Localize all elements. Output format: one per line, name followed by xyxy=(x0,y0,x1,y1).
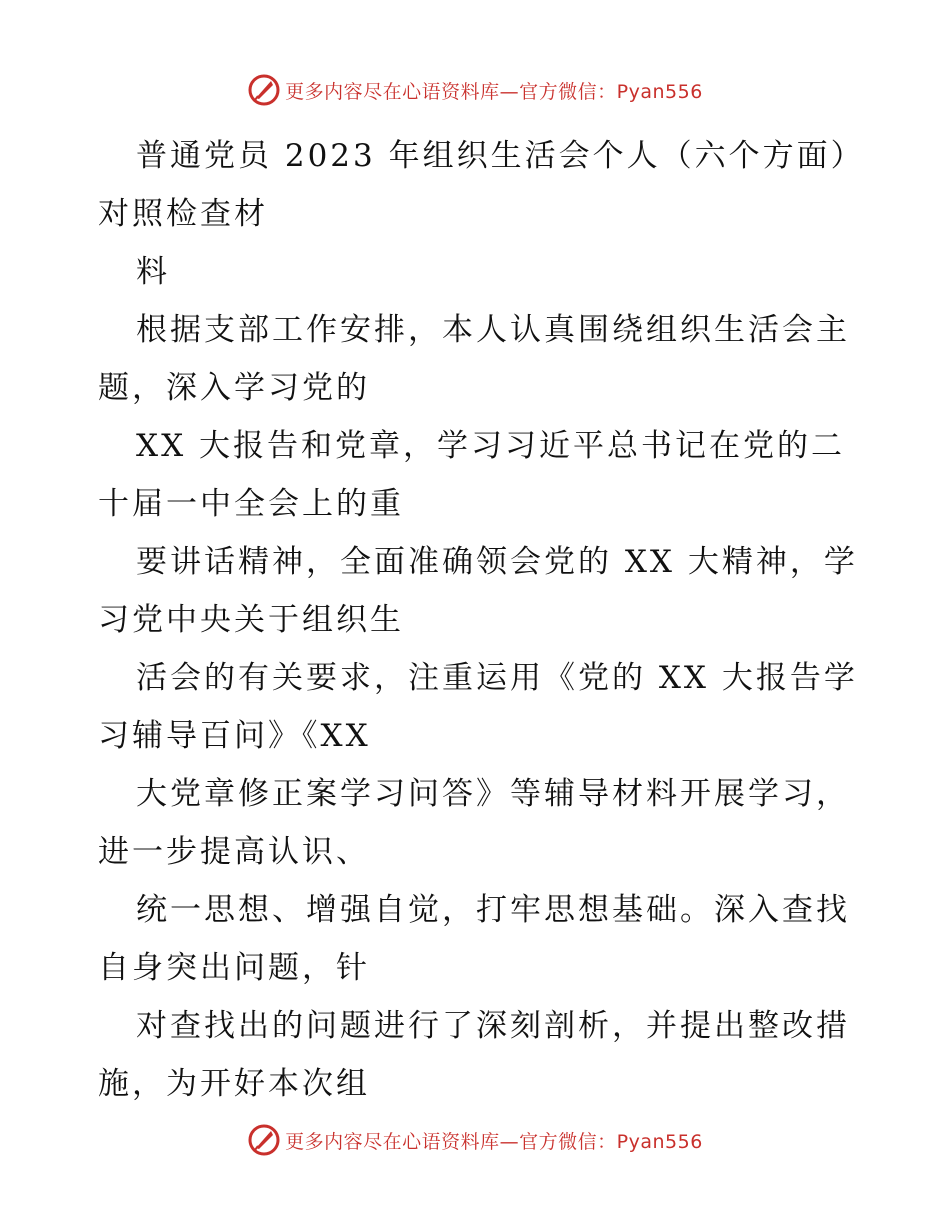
paragraph-line: 活会的有关要求，注重运用《党的 XX 大报告学 xyxy=(136,660,858,696)
paragraph-line: XX 大报告和党章，学习习近平总书记在党的二 xyxy=(136,428,845,464)
watermark-text: 更多内容尽在心语资料库—官方微信：Pyan556 xyxy=(285,80,703,103)
doc-title-line-1: 普通党员 2023 年组织生活会个人（六个方面） xyxy=(136,138,865,174)
quill-logo-icon xyxy=(247,73,281,107)
paragraph-line: 施，为开好本次组 xyxy=(98,1066,370,1102)
paragraph-line: 统一思想、增强自觉，打牢思想基础。深入查找 xyxy=(136,892,850,928)
paragraph-line: 要讲话精神，全面准确领会党的 XX 大精神，学 xyxy=(136,544,858,580)
paragraph-line: 进一步提高认识、 xyxy=(98,834,370,870)
doc-title-line-2: 对照检查材 xyxy=(98,196,268,232)
quill-logo-icon xyxy=(247,1123,281,1157)
doc-title-line-3: 料 xyxy=(136,254,170,290)
paragraph-line: 对查找出的问题进行了深刻剖析，并提出整改措 xyxy=(136,1008,850,1044)
paragraph-line: 题，深入学习党的 xyxy=(98,370,370,406)
paragraph-line: 习辅导百问》《XX xyxy=(98,718,371,754)
paragraph-line: 自身突出问题，针 xyxy=(98,950,370,986)
paragraph-line: 习党中央关于组织生 xyxy=(98,602,404,638)
paragraph-line: 十届一中全会上的重 xyxy=(98,486,404,522)
document-body xyxy=(98,127,865,1113)
watermark-footer xyxy=(0,1120,950,1160)
paragraph-line: 根据支部工作安排，本人认真围绕组织生活会主 xyxy=(136,312,850,348)
watermark-text: 更多内容尽在心语资料库—官方微信：Pyan556 xyxy=(285,1130,703,1153)
paragraph-line: 大党章修正案学习问答》等辅导材料开展学习， xyxy=(136,776,850,812)
watermark-header xyxy=(0,70,950,110)
